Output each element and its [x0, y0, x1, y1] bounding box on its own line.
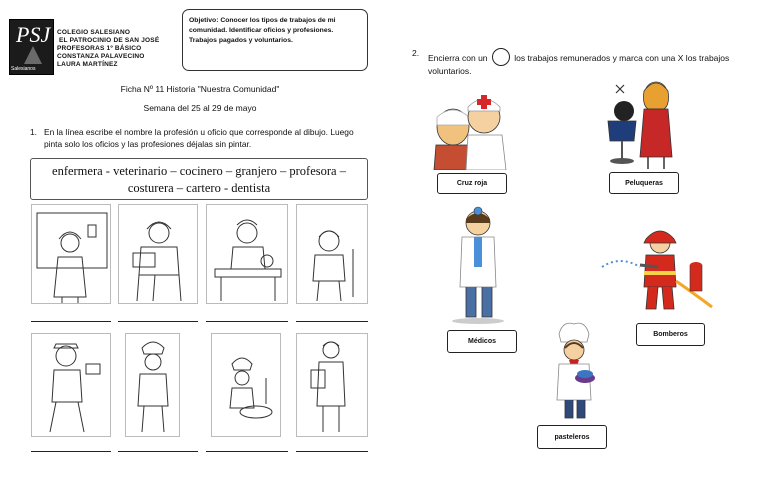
- school-line: CONSTANZA PALAVECINO: [57, 53, 145, 60]
- question-number: 1.: [30, 127, 37, 137]
- answer-line[interactable]: [296, 321, 368, 322]
- cook-drawing: [125, 333, 180, 437]
- seamstress-drawing: [118, 204, 198, 304]
- school-line: LAURA MARTÍNEZ: [57, 61, 118, 68]
- question-text-after: los trabajos remunerados y marca con una X los trabajos voluntarios.: [428, 53, 730, 76]
- school-logo: [9, 19, 54, 75]
- doctor-illustration[interactable]: [442, 205, 514, 325]
- question-2: [412, 48, 748, 77]
- worksheet-title: Ficha Nº 11 Historia "Nuestra Comunidad": [120, 84, 280, 94]
- question-number: 2.: [412, 48, 420, 58]
- logo-name: Salesianos: [11, 66, 36, 72]
- pastry-chef-illustration[interactable]: [545, 320, 603, 425]
- answer-line[interactable]: [118, 451, 198, 452]
- question-text-before: Encierra con un: [428, 53, 488, 63]
- word-bank: [30, 158, 368, 200]
- mail-carrier-drawing: [31, 333, 111, 437]
- answer-line[interactable]: [118, 321, 198, 322]
- answer-line[interactable]: [296, 451, 368, 452]
- question-1: [30, 126, 364, 150]
- job-label-firefighters[interactable]: Bomberos: [636, 323, 705, 346]
- answer-line[interactable]: [206, 451, 288, 452]
- school-line: PROFESORAS 1º BÁSICO: [57, 45, 142, 52]
- word-bank-line: costurera – cartero - dentista: [127, 181, 271, 195]
- tree-icon: [24, 46, 42, 64]
- word-bank-line: enfermera - veterinario – cocinero – granjero – profesora –: [52, 164, 346, 178]
- logo-letters: PSJ: [16, 22, 51, 47]
- vet-drawing: [206, 204, 288, 304]
- teacher-drawing: [296, 333, 368, 437]
- circle-icon: [492, 48, 510, 66]
- school-info: [57, 29, 159, 69]
- job-label-doctors[interactable]: Médicos: [447, 330, 517, 353]
- question-text: En la línea escribe el nombre la profesión u oficio que corresponde al dibujo. Luego pinta solo los oficios y las profesiones déjalas sin pintar.: [44, 127, 354, 149]
- red-cross-illustration[interactable]: [428, 85, 513, 170]
- school-line: COLEGIO SALESIANO: [57, 29, 131, 36]
- firefighter-illustration[interactable]: [600, 225, 715, 315]
- answer-line[interactable]: [206, 321, 288, 322]
- chef-drawing: [211, 333, 281, 437]
- worksheet-week: Semana del 25 al 29 de mayo: [143, 103, 257, 113]
- objective-box: Objetivo: Conocer los tipos de trabajos de mi comunidad. Identificar oficios y profesiones. Trabajos pagados y voluntarios.: [182, 9, 368, 71]
- farmer-drawing: [296, 204, 368, 304]
- school-line: EL PATROCINIO DE SAN JOSÉ: [57, 37, 160, 44]
- nurse-drawing: [31, 204, 111, 304]
- job-label-red-cross[interactable]: Cruz roja: [437, 173, 507, 194]
- answer-line[interactable]: [31, 321, 111, 322]
- job-label-pastry-chefs[interactable]: pasteleros: [537, 425, 607, 449]
- hairdresser-illustration[interactable]: [602, 75, 680, 170]
- job-label-hairdressers[interactable]: Peluqueras: [609, 172, 679, 194]
- answer-line[interactable]: [31, 451, 111, 452]
